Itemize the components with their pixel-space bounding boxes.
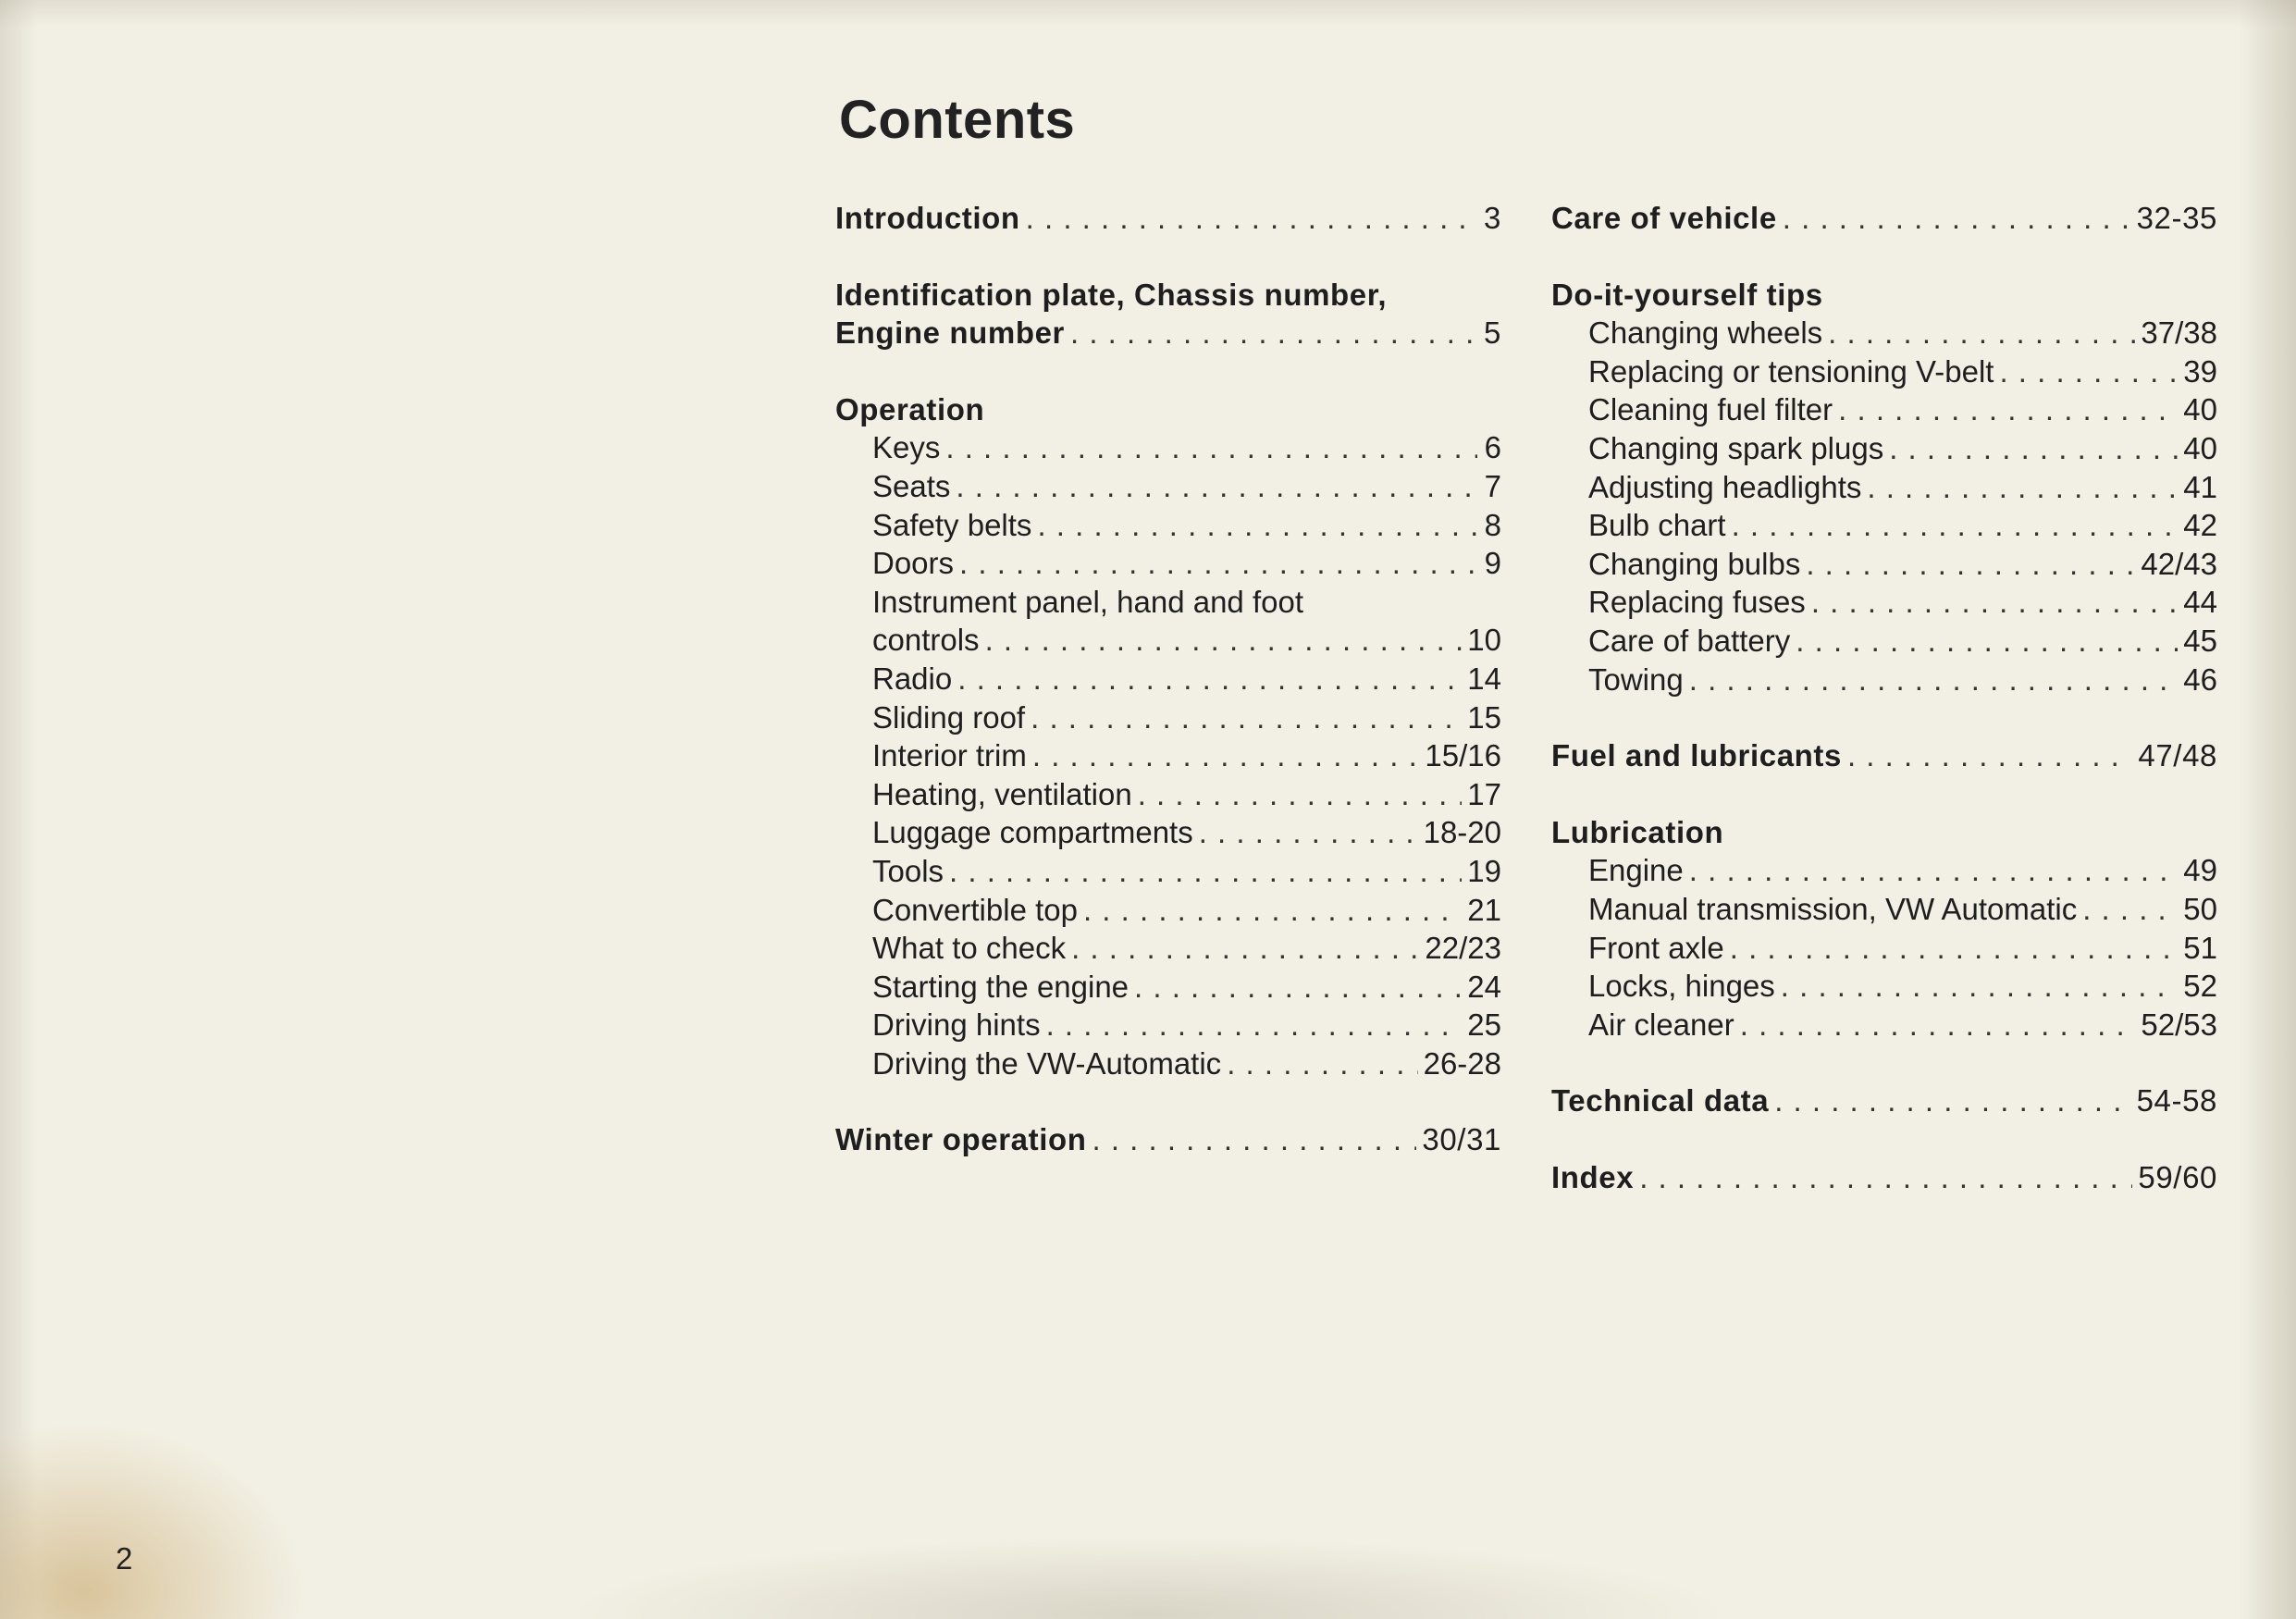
dot-leader: [985, 621, 1463, 660]
toc-entry: [835, 1006, 1501, 1044]
toc-entry-page: 46: [2183, 661, 2217, 697]
dot-leader: [1847, 736, 2132, 775]
toc-entry-page: 42/43: [2141, 546, 2217, 581]
toc-entry-label: Towing: [1588, 661, 1684, 697]
toc-entry-label: Adjusting headlights: [1588, 469, 1862, 504]
toc-entry-label: Engine number: [835, 315, 1065, 351]
toc-entry: [1551, 1158, 2217, 1197]
toc-entry-page: 40: [2183, 392, 2217, 427]
toc-entry-page: 15: [1467, 699, 1501, 735]
dot-leader: [1071, 929, 1419, 968]
toc-entry: [835, 929, 1501, 968]
toc-entry: [1551, 390, 2217, 429]
toc-entry: [1551, 429, 2217, 468]
toc-entry: [835, 775, 1501, 814]
dot-leader: [1227, 1044, 1417, 1083]
toc-entry-page: 15/16: [1425, 738, 1501, 773]
dot-leader: [956, 467, 1477, 506]
toc-entry-page: 7: [1484, 468, 1501, 503]
toc-entry-label: Sliding roof: [872, 699, 1026, 735]
toc-entry-label: Fuel and lubricants: [1551, 738, 1842, 773]
toc-entry-label: controls: [872, 623, 980, 658]
toc-entry: [1551, 967, 2217, 1006]
toc-entry-label: Locks, hinges: [1588, 969, 1775, 1004]
toc-entry: [1551, 813, 2217, 852]
toc-entry-label: Engine: [1588, 853, 1684, 888]
toc-entry: [835, 544, 1501, 583]
toc-entry-label: Radio: [872, 661, 953, 696]
toc-entry-label: Technical data: [1551, 1083, 1770, 1118]
dot-leader: [1032, 736, 1420, 775]
toc-entry-label: Interior trim: [872, 738, 1027, 773]
toc-entry: [1551, 468, 2217, 507]
toc-entry-label: Safety belts: [872, 507, 1032, 542]
dot-leader: [1092, 1120, 1416, 1159]
toc-entry-page: 49: [2183, 853, 2217, 888]
toc-entry: [1551, 352, 2217, 391]
dot-leader: [1037, 506, 1477, 545]
dot-leader: [945, 428, 1477, 467]
dot-leader: [957, 660, 1462, 698]
toc-entry: [1551, 661, 2217, 699]
toc-entry: [835, 660, 1501, 698]
dot-leader: [1138, 775, 1463, 814]
toc-entry-label: Replacing fuses: [1588, 585, 1806, 620]
toc-entry: [1551, 545, 2217, 584]
toc-entry-label: Care of vehicle: [1551, 201, 1777, 235]
toc-entry: [835, 813, 1501, 852]
toc-entry-label: Convertible top: [872, 892, 1078, 927]
toc-entry: [1551, 851, 2217, 890]
toc-entry-page: 14: [1467, 661, 1501, 696]
toc-entry-label: Changing bulbs: [1588, 546, 1801, 581]
toc-entry: [835, 583, 1501, 622]
toc-entry-label: Keys: [872, 430, 941, 465]
toc-entry-label: Driving the VW-Automatic: [872, 1045, 1222, 1081]
dot-leader: [1031, 698, 1462, 737]
toc-entry: [1551, 314, 2217, 352]
section-gap: [835, 238, 1501, 276]
toc-entry-page: 18-20: [1423, 815, 1501, 850]
toc-entry-label: Front axle: [1588, 930, 1724, 965]
section-gap: [835, 352, 1501, 390]
dot-leader: [1134, 968, 1462, 1007]
toc-entry-page: 30/31: [1422, 1122, 1501, 1157]
toc-entry-page: 51: [2183, 930, 2217, 965]
toc-entry-page: 32-35: [2136, 201, 2217, 235]
toc-entry: [1551, 199, 2217, 238]
toc-entry-label: Instrument panel, hand and foot: [872, 584, 1303, 619]
toc-entry-label: Driving hints: [872, 1007, 1041, 1043]
toc-entry-page: 21: [1467, 892, 1501, 927]
dot-leader: [1828, 314, 2135, 352]
toc-entry: [835, 276, 1501, 315]
toc-entry-label: Index: [1551, 1159, 1635, 1194]
dot-leader: [1199, 813, 1418, 852]
toc-entry: [835, 314, 1501, 352]
toc-entry-label: Cleaning fuel filter: [1588, 392, 1833, 427]
toc-entry-page: 24: [1467, 969, 1501, 1004]
dot-leader: [1689, 851, 2179, 890]
section-gap: [1551, 775, 2217, 813]
dot-leader: [1783, 199, 2131, 238]
toc-entry-page: 40: [2183, 430, 2217, 465]
dot-leader: [1070, 314, 1477, 352]
toc-entry: [835, 428, 1501, 467]
dot-leader: [1796, 622, 2178, 661]
toc-entry: [1551, 929, 2217, 968]
toc-entry-page: 44: [2183, 585, 2217, 620]
toc-entry: [835, 467, 1501, 506]
dot-leader: [1867, 468, 2178, 507]
toc-entry-page: 50: [2183, 891, 2217, 926]
toc-entry: [1551, 276, 2217, 315]
toc-left-column: [835, 199, 1501, 1159]
toc-entry: [835, 1044, 1501, 1083]
toc-entry-label: Manual transmission, VW Automatic: [1588, 891, 2078, 926]
toc-entry-page: 41: [2183, 469, 2217, 504]
dot-leader: [1740, 1006, 2136, 1044]
toc-entry-page: 10: [1467, 623, 1501, 658]
dot-leader: [1889, 429, 2178, 468]
dot-leader: [2082, 890, 2178, 929]
toc-entry: [1551, 736, 2217, 775]
toc-entry-label: Operation: [835, 391, 985, 426]
section-gap: [835, 1082, 1501, 1120]
dot-leader: [1732, 506, 2179, 545]
toc-entry-label: Heating, ventilation: [872, 776, 1132, 811]
toc-entry: [835, 390, 1501, 429]
toc-entry: [1551, 1081, 2217, 1120]
toc-entry: [835, 968, 1501, 1007]
toc-entry-page: 25: [1467, 1007, 1501, 1043]
toc-entry-label: Do-it-yourself tips: [1551, 277, 1823, 312]
toc-entry-page: 47/48: [2138, 738, 2217, 773]
toc-entry-page: 22/23: [1425, 931, 1501, 966]
toc-entry-label: Air cleaner: [1588, 1007, 1734, 1042]
toc-entry-page: 9: [1484, 546, 1501, 581]
toc-entry-label: Winter operation: [835, 1122, 1087, 1157]
toc-entry-label: Luggage compartments: [872, 815, 1193, 850]
toc-entry-label: Bulb chart: [1588, 508, 1726, 543]
toc-entry: [835, 506, 1501, 545]
toc-entry-label: Doors: [872, 546, 955, 581]
toc-entry: [835, 852, 1501, 891]
section-gap: [1551, 698, 2217, 736]
section-gap: [1551, 1044, 2217, 1081]
toc-entry: [1551, 622, 2217, 661]
toc-entry-label: Seats: [872, 468, 951, 503]
toc-entry-label: What to check: [872, 931, 1067, 966]
toc-entry-page: 8: [1484, 507, 1501, 542]
dot-leader: [1689, 661, 2179, 699]
dot-leader: [1999, 352, 2178, 391]
toc-entry: [1551, 583, 2217, 622]
toc-entry-label: Identification plate, Chassis number,: [835, 277, 1388, 312]
dot-leader: [1046, 1006, 1463, 1044]
toc-entry-page: 45: [2183, 623, 2217, 658]
toc-entry: [835, 1120, 1501, 1159]
toc-entry-page: 37/38: [2141, 315, 2217, 351]
toc-entry: [835, 621, 1501, 660]
toc-entry-page: 5: [1484, 315, 1501, 351]
dot-leader: [1083, 891, 1462, 930]
toc-entry-page: 26-28: [1423, 1045, 1501, 1081]
toc-entry-label: Introduction: [835, 201, 1020, 235]
dot-leader: [1730, 929, 2179, 968]
toc-entry-page: 52/53: [2141, 1007, 2217, 1042]
toc-right-column: [1551, 199, 2217, 1196]
toc-entry-page: 3: [1484, 201, 1501, 235]
toc-entry-page: 6: [1484, 430, 1501, 465]
section-gap: [1551, 1120, 2217, 1158]
dot-leader: [1774, 1081, 2130, 1120]
dot-leader: [1639, 1158, 2132, 1197]
toc-entry-label: Care of battery: [1588, 623, 1791, 658]
toc-entry-page: 52: [2183, 969, 2217, 1004]
dot-leader: [1838, 390, 2178, 429]
toc-entry-page: 54-58: [2136, 1083, 2217, 1118]
toc-entry-label: Tools: [872, 853, 944, 888]
page-title: Contents: [839, 90, 1076, 150]
toc-entry-label: Starting the engine: [872, 969, 1129, 1004]
dot-leader: [1811, 583, 2178, 622]
dot-leader: [959, 544, 1477, 583]
dot-leader: [1026, 199, 1477, 238]
toc-entry: [835, 698, 1501, 737]
toc-entry-page: 17: [1467, 776, 1501, 811]
dot-leader: [1806, 545, 2135, 584]
dot-leader: [1781, 967, 2178, 1006]
toc-entry-page: 19: [1467, 853, 1501, 888]
toc-entry-label: Lubrication: [1551, 814, 1724, 849]
toc-entry-page: 42: [2183, 508, 2217, 543]
toc-entry: [835, 199, 1501, 238]
toc-entry: [835, 891, 1501, 930]
toc-entry: [1551, 1006, 2217, 1044]
toc-entry-label: Changing spark plugs: [1588, 430, 1884, 465]
toc-entry: [835, 736, 1501, 775]
section-gap: [1551, 238, 2217, 276]
dot-leader: [949, 852, 1462, 891]
toc-entry: [1551, 506, 2217, 545]
toc-entry-page: 59/60: [2138, 1159, 2217, 1194]
toc-entry-page: 39: [2183, 353, 2217, 389]
page-number: 2: [116, 1541, 133, 1576]
toc-entry-label: Changing wheels: [1588, 315, 1823, 351]
toc-entry: [1551, 890, 2217, 929]
toc-entry-label: Replacing or tensioning V-belt: [1588, 353, 1994, 389]
